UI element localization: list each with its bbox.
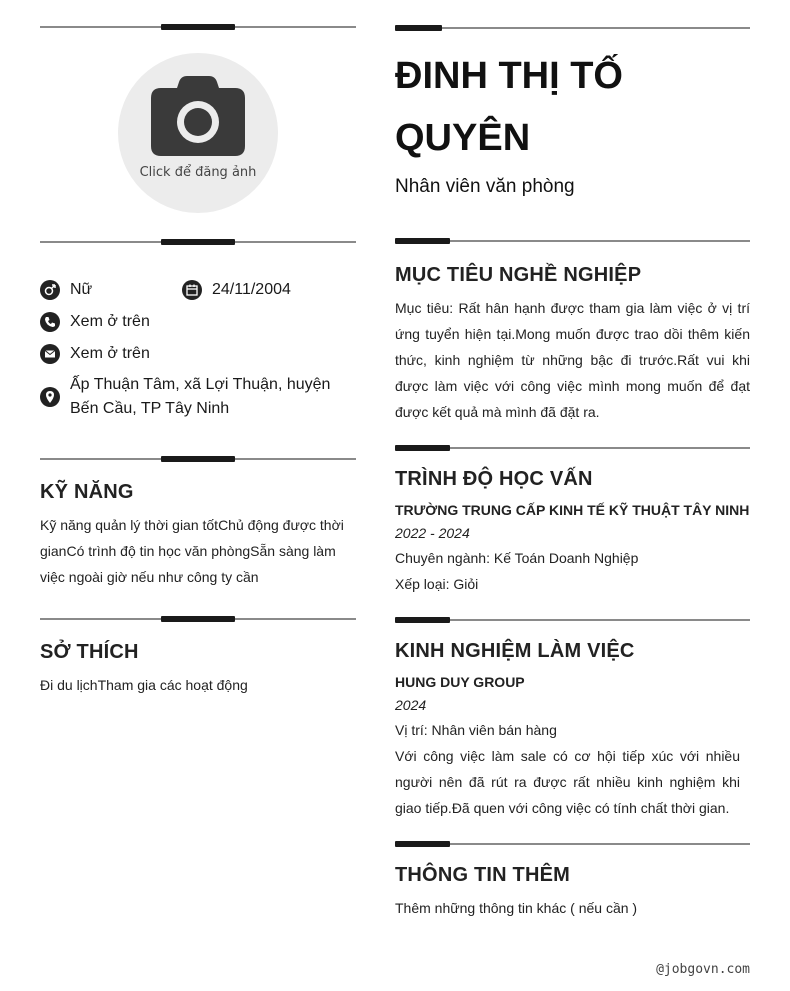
left-skills-divider (40, 458, 356, 460)
location-pin-icon (40, 387, 60, 407)
footer-brand: @jobgovn.com (656, 962, 750, 977)
left-hobbies-divider (40, 618, 356, 620)
objective-title: MỤC TIÊU NGHỀ NGHIỆP (395, 264, 642, 286)
education-grade: Xếp loại: Giỏi (395, 576, 479, 592)
experience-title: KINH NGHIỆM LÀM VIỆC (395, 640, 635, 662)
education-major: Chuyên ngành: Kế Toán Doanh Nghiệp (395, 550, 639, 566)
birthday-row (182, 278, 291, 302)
avatar-upload[interactable] (118, 53, 278, 213)
left-avatar-divider (40, 241, 356, 243)
address-row (40, 373, 356, 421)
phone-icon (40, 312, 60, 332)
candidate-name: ĐINH THỊ TỐ QUYÊN (395, 55, 623, 159)
experience-year: 2024 (395, 697, 427, 713)
gender-row (40, 278, 92, 302)
hobbies-title: SỞ THÍCH (40, 641, 139, 663)
skills-title: KỸ NĂNG (40, 481, 134, 503)
education-years: 2022 - 2024 (395, 525, 470, 541)
right-education-divider (395, 447, 750, 449)
hobbies-text: Đi du lịchTham gia các hoạt động (40, 677, 248, 693)
candidate-position: Nhân viên văn phòng (395, 176, 575, 197)
address-value: Ấp Thuận Tâm, xã Lợi Thuận, huyện Bến Cầu, TP Tây Ninh (70, 376, 331, 417)
camera-icon (149, 76, 247, 158)
avatar-upload-label: Click để đăng ảnh (139, 165, 257, 180)
phone-row (40, 310, 150, 334)
gender-icon (40, 280, 60, 300)
calendar-icon (182, 280, 202, 300)
phone-value: Xem ở trên (70, 313, 150, 330)
right-top-divider (395, 27, 750, 29)
experience-role: Vị trí: Nhân viên bán hàng (395, 722, 557, 738)
email-row (40, 342, 150, 366)
experience-company: HUNG DUY GROUP (395, 674, 525, 690)
birthday-value: 24/11/2004 (212, 281, 291, 298)
education-school: TRƯỜNG TRUNG CẤP KINH TẾ KỸ THUẬT TÂY NINH (395, 502, 750, 518)
objective-text: Mục tiêu: Rất hân hạnh được tham gia làm việc ở vị trí ứng tuyển hiện tại.Mong muốn được trao dồi thêm kiến thức, kinh nghiệm từ những bậc đi trước.Rất vui khi được làm việc với công việc mình mong muốn để đạt được kết quả mà mình đã đặt ra. (395, 300, 750, 420)
additional-title: THÔNG TIN THÊM (395, 864, 571, 886)
skills-text: Kỹ năng quản lý thời gian tốtChủ động được thời gianCó trình độ tin học văn phòngSẵn sàng làm việc ngoài giờ nếu như công ty cần (40, 517, 344, 585)
email-icon (40, 344, 60, 364)
left-top-divider (40, 26, 356, 28)
gender-value: Nữ (70, 281, 93, 298)
education-title: TRÌNH ĐỘ HỌC VẤN (395, 468, 593, 490)
email-value: Xem ở trên (70, 345, 150, 362)
right-objective-divider (395, 240, 750, 242)
right-experience-divider (395, 619, 750, 621)
additional-text: Thêm những thông tin khác ( nếu cần ) (395, 900, 638, 916)
experience-description: Với công việc làm sale có cơ hội tiếp xúc với nhiều người nên đã rút ra được rất nhiều kinh nghiệm khi giao tiếp.Đã quen với công việc có tính chất thời gian. (395, 748, 740, 816)
right-additional-divider (395, 843, 750, 845)
